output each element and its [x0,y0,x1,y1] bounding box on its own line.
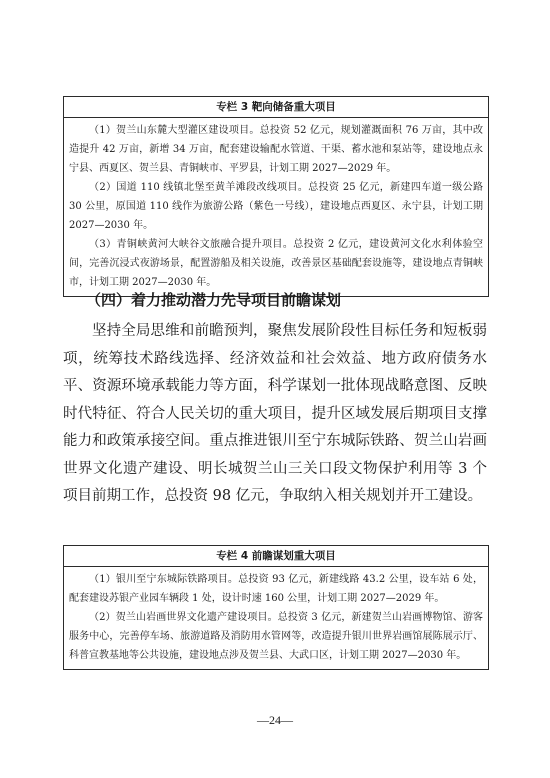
box-item: （3）青铜峡黄河大峡谷文旅融合提升项目。总投资 2 亿元，建设黄河文化水利体验空间，完善沉浸式夜游场景，配置游船及相关设施，改善景区基础配套设施等，建设地点青铜峡市，计划工期 2027—2030 年。 [69,239,483,288]
box-item: （1）银川至宁东城际铁路项目。总投资 93 亿元，新建线路 43.2 公里，设车站 6 处，配套建设苏银产业园车辆段 1 处，设计时速 160 公里，计划工期 2027—2029 年。 [69,574,483,604]
box-body [64,567,488,669]
page-number: —24— [257,713,293,727]
project-box-3 [63,96,489,297]
section-heading: （四）着力推动潜力先导项目前瞻谋划 [86,291,342,309]
box-body [64,118,488,296]
box-item: （2）国道 110 线镇北堡至黄羊滩段改线项目。总投资 25 亿元，新建四车道一级公路 30 公里，原国道 110 线作为旅游公路（紫色一号线），建设地点西夏区、永宁县，计划工期 2027—2030 年。 [69,182,483,231]
box-title: 专栏 4 前瞻谋划重大项目 [64,546,488,567]
box-title: 专栏 3 靶向储备重大项目 [64,97,488,118]
box-item: （1）贺兰山东麓大型灌区建设项目。总投资 52 亿元，规划灌溉面积 76 万亩，其中改造提升 42 万亩，新增 34 万亩，配套建设输配水管道、干渠、蓄水池和泵站等，建设地点永宁县、西夏区、贺兰县、青铜峡市、平罗县，计划工期 2027—2029 年。 [69,125,483,174]
project-box-4 [63,545,489,670]
body-paragraph: 坚持全局思维和前瞻预判，聚焦发展阶段性目标任务和短板弱项，统筹技术路线选择、经济效益和社会效益、地方政府债务水平、资源环境承载能力等方面，科学谋划一批体现战略意图、反映时代特征、符合人民关切的重大项目，提升区域发展后期项目支撑能力和政策承接空间。重点推进银川至宁东城际铁路、贺兰山岩画世界文化遗产建设、明长城贺兰山三关口段文物保护利用等 3 个项目前期工作，总投资 98 亿元，争取纳入相关规划并开工建设。 [63,323,487,504]
box-item: （2）贺兰山岩画世界文化遗产建设项目。总投资 3 亿元，新建贺兰山岩画博物馆、游客服务中心，完善停车场、旅游道路及消防用水管网等，改造提升银川世界岩画馆展陈展示厅、科普宣教基地等公共设施，建设地点涉及贺兰县、大武口区，计划工期 2027—2030 年。 [69,612,483,661]
